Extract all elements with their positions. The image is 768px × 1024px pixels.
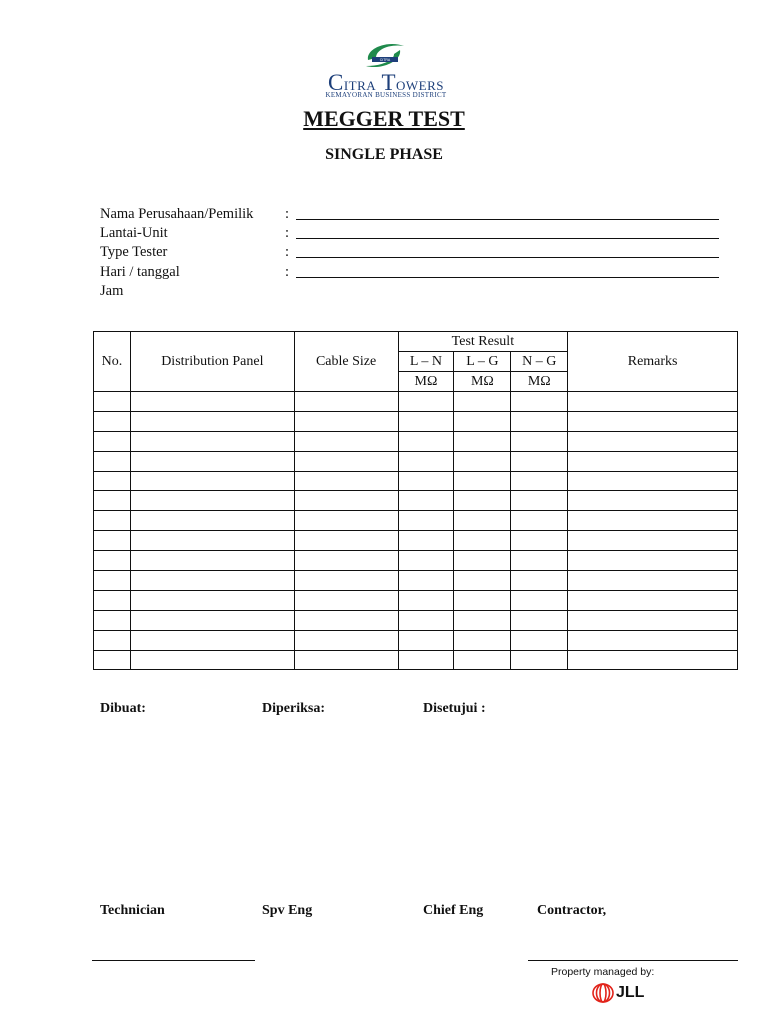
table-header-row [94,332,738,352]
cell-l-n[interactable] [398,431,454,451]
cell-no[interactable] [94,431,131,451]
field-line-company[interactable] [296,219,719,220]
table-row [94,531,738,551]
sig-role-contractor: Contractor, [537,903,607,918]
brand-name: Citra Towers [328,70,444,95]
cell-distribution-panel[interactable] [130,590,294,610]
cell-cable-size[interactable] [294,392,398,412]
svg-text:CITRA: CITRA [379,58,391,62]
cell-remarks[interactable] [568,431,738,451]
cell-l-g[interactable] [454,571,511,591]
cell-n-g[interactable] [511,610,568,630]
table-body [94,392,738,670]
cell-remarks[interactable] [568,650,738,670]
sig-role-chief-eng: Chief Eng [423,903,484,918]
cell-l-g[interactable] [454,511,511,531]
unit-l-n: MΩ [398,372,454,392]
signature-line-contractor[interactable] [528,960,738,961]
cell-l-n[interactable] [398,471,454,491]
cell-l-n[interactable] [398,590,454,610]
field-colon-tester-type: : [285,244,290,260]
signature-line-technician[interactable] [92,960,255,961]
table-row [94,431,738,451]
cell-distribution-panel[interactable] [130,551,294,571]
cell-l-n[interactable] [398,650,454,670]
cell-cable-size[interactable] [294,491,398,511]
field-label-date: Hari / tanggal [100,264,180,280]
cell-remarks[interactable] [568,590,738,610]
cell-cable-size[interactable] [294,531,398,551]
cell-no[interactable] [94,650,131,670]
cell-cable-size[interactable] [294,451,398,471]
cell-remarks[interactable] [568,511,738,531]
col-header-n-g: N – G [511,352,568,372]
cell-no[interactable] [94,630,131,650]
cell-distribution-panel[interactable] [130,630,294,650]
cell-remarks[interactable] [568,411,738,431]
field-colon-date: : [285,264,290,280]
field-line-floor-unit[interactable] [296,238,719,239]
table-row [94,491,738,511]
cell-remarks[interactable] [568,392,738,412]
cell-no[interactable] [94,571,131,591]
cell-cable-size[interactable] [294,610,398,630]
cell-n-g[interactable] [511,431,568,451]
cell-n-g[interactable] [511,650,568,670]
cell-cable-size[interactable] [294,551,398,571]
table-row [94,451,738,471]
managed-by-label: Property managed by: [551,966,655,978]
cell-no[interactable] [94,392,131,412]
cell-distribution-panel[interactable] [130,451,294,471]
cell-l-g[interactable] [454,392,511,412]
cell-distribution-panel[interactable] [130,392,294,412]
cell-remarks[interactable] [568,531,738,551]
cell-remarks[interactable] [568,451,738,471]
cell-n-g[interactable] [511,491,568,511]
cell-l-n[interactable] [398,392,454,412]
cell-distribution-panel[interactable] [130,511,294,531]
field-line-tester-type[interactable] [296,257,719,258]
cell-n-g[interactable] [511,411,568,431]
cell-n-g[interactable] [511,590,568,610]
megger-test-table [93,331,738,670]
cell-distribution-panel[interactable] [130,471,294,491]
cell-remarks[interactable] [568,491,738,511]
cell-l-n[interactable] [398,551,454,571]
cell-no[interactable] [94,411,131,431]
table-row [94,571,738,591]
cell-l-g[interactable] [454,610,511,630]
sig-role-technician: Technician [100,903,165,918]
cell-cable-size[interactable] [294,571,398,591]
cell-l-n[interactable] [398,571,454,591]
col-header-l-g: L – G [454,352,511,372]
cell-cable-size[interactable] [294,630,398,650]
cell-n-g[interactable] [511,630,568,650]
col-header-remarks: Remarks [568,332,738,392]
cell-l-n[interactable] [398,610,454,630]
field-label-company: Nama Perusahaan/Pemilik [100,206,254,222]
cell-n-g[interactable] [511,531,568,551]
cell-no[interactable] [94,551,131,571]
cell-remarks[interactable] [568,551,738,571]
cell-l-n[interactable] [398,411,454,431]
cell-n-g[interactable] [511,551,568,571]
cell-cable-size[interactable] [294,590,398,610]
citra-towers-logo-mark [358,40,410,74]
table-row [94,650,738,670]
cell-cable-size[interactable] [294,431,398,451]
cell-cable-size[interactable] [294,650,398,670]
cell-l-g[interactable] [454,551,511,571]
cell-l-g[interactable] [454,590,511,610]
cell-cable-size[interactable] [294,411,398,431]
cell-no[interactable] [94,610,131,630]
unit-n-g: MΩ [511,372,568,392]
cell-distribution-panel[interactable] [130,431,294,451]
cell-n-g[interactable] [511,392,568,412]
col-header-test-result: Test Result [398,332,568,352]
field-label-floor-unit: Lantai-Unit [100,225,168,241]
jll-logo-icon [592,983,614,1003]
cell-l-g[interactable] [454,531,511,551]
cell-l-g[interactable] [454,491,511,511]
cell-distribution-panel[interactable] [130,491,294,511]
cell-remarks[interactable] [568,610,738,630]
cell-n-g[interactable] [511,471,568,491]
table-row [94,551,738,571]
sig-label-disetujui: Disetujui : [423,701,486,716]
cell-l-g[interactable] [454,431,511,451]
jll-brand-text: JLL [616,984,645,1001]
field-label-tester-type: Type Tester [100,244,168,260]
table-row [94,511,738,531]
cell-n-g[interactable] [511,511,568,531]
sig-label-diperiksa: Diperiksa: [262,701,325,716]
field-colon-company: : [285,206,290,222]
cell-l-n[interactable] [398,531,454,551]
col-header-l-n: L – N [398,352,454,372]
cell-no[interactable] [94,511,131,531]
cell-l-g[interactable] [454,630,511,650]
table-row [94,630,738,650]
col-header-no: No. [94,332,131,392]
page-subtitle: SINGLE PHASE [325,146,443,163]
table-row [94,411,738,431]
table-row [94,471,738,491]
cell-l-n[interactable] [398,511,454,531]
cell-no[interactable] [94,590,131,610]
cell-distribution-panel[interactable] [130,411,294,431]
cell-no[interactable] [94,471,131,491]
cell-remarks[interactable] [568,630,738,650]
cell-no[interactable] [94,491,131,511]
brand-tagline: KEMAYORAN BUSINESS DISTRICT [325,91,447,99]
cell-n-g[interactable] [511,451,568,471]
col-header-cable-size: Cable Size [294,332,398,392]
cell-distribution-panel[interactable] [130,610,294,630]
field-label-time: Jam [100,283,124,299]
sig-label-dibuat: Dibuat: [100,701,146,716]
cell-l-g[interactable] [454,451,511,471]
page-title: MEGGER TEST [303,106,465,131]
cell-l-n[interactable] [398,451,454,471]
cell-distribution-panel[interactable] [130,571,294,591]
cell-distribution-panel[interactable] [130,531,294,551]
cell-l-n[interactable] [398,630,454,650]
table-row [94,392,738,412]
cell-remarks[interactable] [568,571,738,591]
table-row [94,610,738,630]
col-header-distribution-panel: Distribution Panel [130,332,294,392]
unit-l-g: MΩ [454,372,511,392]
cell-l-n[interactable] [398,491,454,511]
cell-no[interactable] [94,531,131,551]
cell-cable-size[interactable] [294,471,398,491]
cell-remarks[interactable] [568,471,738,491]
cell-l-g[interactable] [454,650,511,670]
cell-cable-size[interactable] [294,511,398,531]
cell-l-g[interactable] [454,411,511,431]
field-colon-floor-unit: : [285,225,290,241]
table-row [94,590,738,610]
cell-no[interactable] [94,451,131,471]
cell-l-g[interactable] [454,471,511,491]
cell-n-g[interactable] [511,571,568,591]
sig-role-spv-eng: Spv Eng [262,903,313,918]
cell-distribution-panel[interactable] [130,650,294,670]
field-line-date[interactable] [296,277,719,278]
